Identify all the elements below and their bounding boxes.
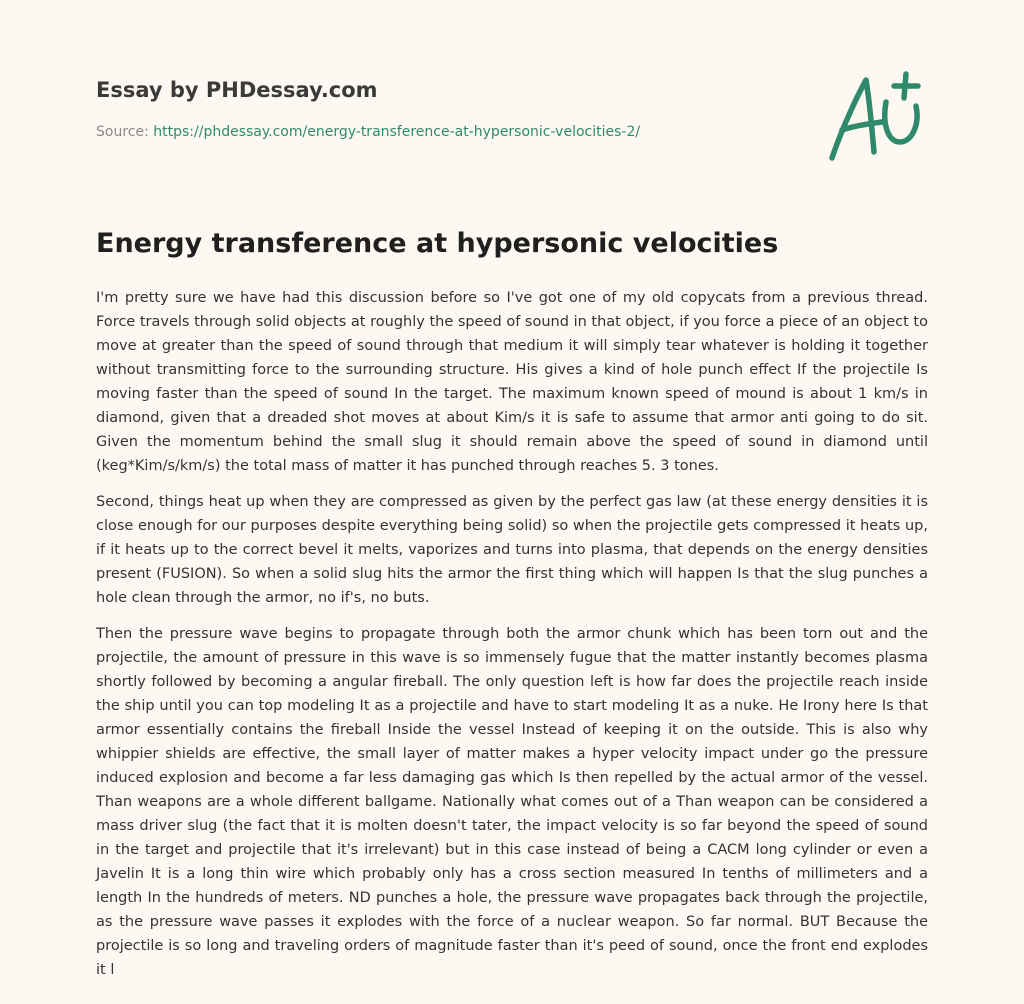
- source-line: [96, 124, 640, 140]
- site-brand: Essay by PHDessay.com: [96, 78, 378, 102]
- a-plus-grade-icon: [824, 68, 928, 164]
- source-label: Source:: [96, 124, 154, 140]
- essay-paragraph: I'm pretty sure we have had this discussion before so I've got one of my old copycats from a previous thread. Force travels through solid objects at roughly the speed of sound in that object, if you force a piece of an object to move at greater than the speed of sound through that medium it will simply tear whatever is holding it together without transmitting force to the surrounding structure. His gives a kind of hole punch effect If the projectile Is moving faster than the speed of sound In the target. The maximum known speed of mound is about 1 km/s in diamond, given that a dreaded shot moves at about Kim/s it is safe to assume that armor anti going to do sit. Given the momentum behind the small slug it should remain above the speed of sound in diamond until (keg*Kim/s/km/s) the total mass of matter it has punched through reaches 5. 3 tones.: [96, 290, 928, 474]
- source-link[interactable]: https://phdessay.com/energy-transference-at-hypersonic-velocities-2/: [153, 124, 641, 140]
- essay-paragraph: Second, things heat up when they are compressed as given by the perfect gas law (at these energy densities it is close enough for our purposes despite everything being solid) so when the projectile gets compressed it heats up, if it heats up to the correct bevel it melts, vaporizes and turns into plasma, that depends on the energy densities present (FUSION). So when a solid slug hits the armor the first thing which will happen Is that the slug punches a hole clean through the armor, no if's, no buts.: [96, 494, 928, 606]
- essay-body: [96, 286, 928, 994]
- essay-paragraph: Then the pressure wave begins to propagate through both the armor chunk which has been torn out and the projectile, the amount of pressure in this wave is so immensely fugue that the matter instantly becomes plasma shortly followed by becoming a angular fireball. The only question left is how far does the projectile reach inside the ship until you can top modeling It as a projectile and have to start modeling It as a nuke. He Irony here Is that armor essentially contains the fireball Inside the vessel Instead of keeping it on the outside. This is also why whippier shields are effective, the small layer of matter makes a hyper velocity impact under go the pressure induced explosion and become a far less damaging gas which Is then repelled by the actual armor of the vessel. Than weapons are a whole different ballgame. Nationally what comes out of a Than weapon can be considered a mass driver slug (the fact that it is molten doesn't tater, the impact velocity is so far beyond the speed of sound in the target and projectile that it's irrelevant) but in this case instead of being a CACM long cylinder or even a Javelin It is a long thin wire which probably only has a cross section measured In tenths of millimeters and a length In the hundreds of meters. ND punches a hole, the pressure wave propagates back through the projectile, as the pressure wave passes it explodes with the force of a nuclear weapon. So far normal. BUT Because the projectile is so long and traveling orders of magnitude faster than it's peed of sound, once the front end explodes it l: [96, 626, 928, 978]
- essay-title: Energy transference at hypersonic velocities: [96, 228, 779, 259]
